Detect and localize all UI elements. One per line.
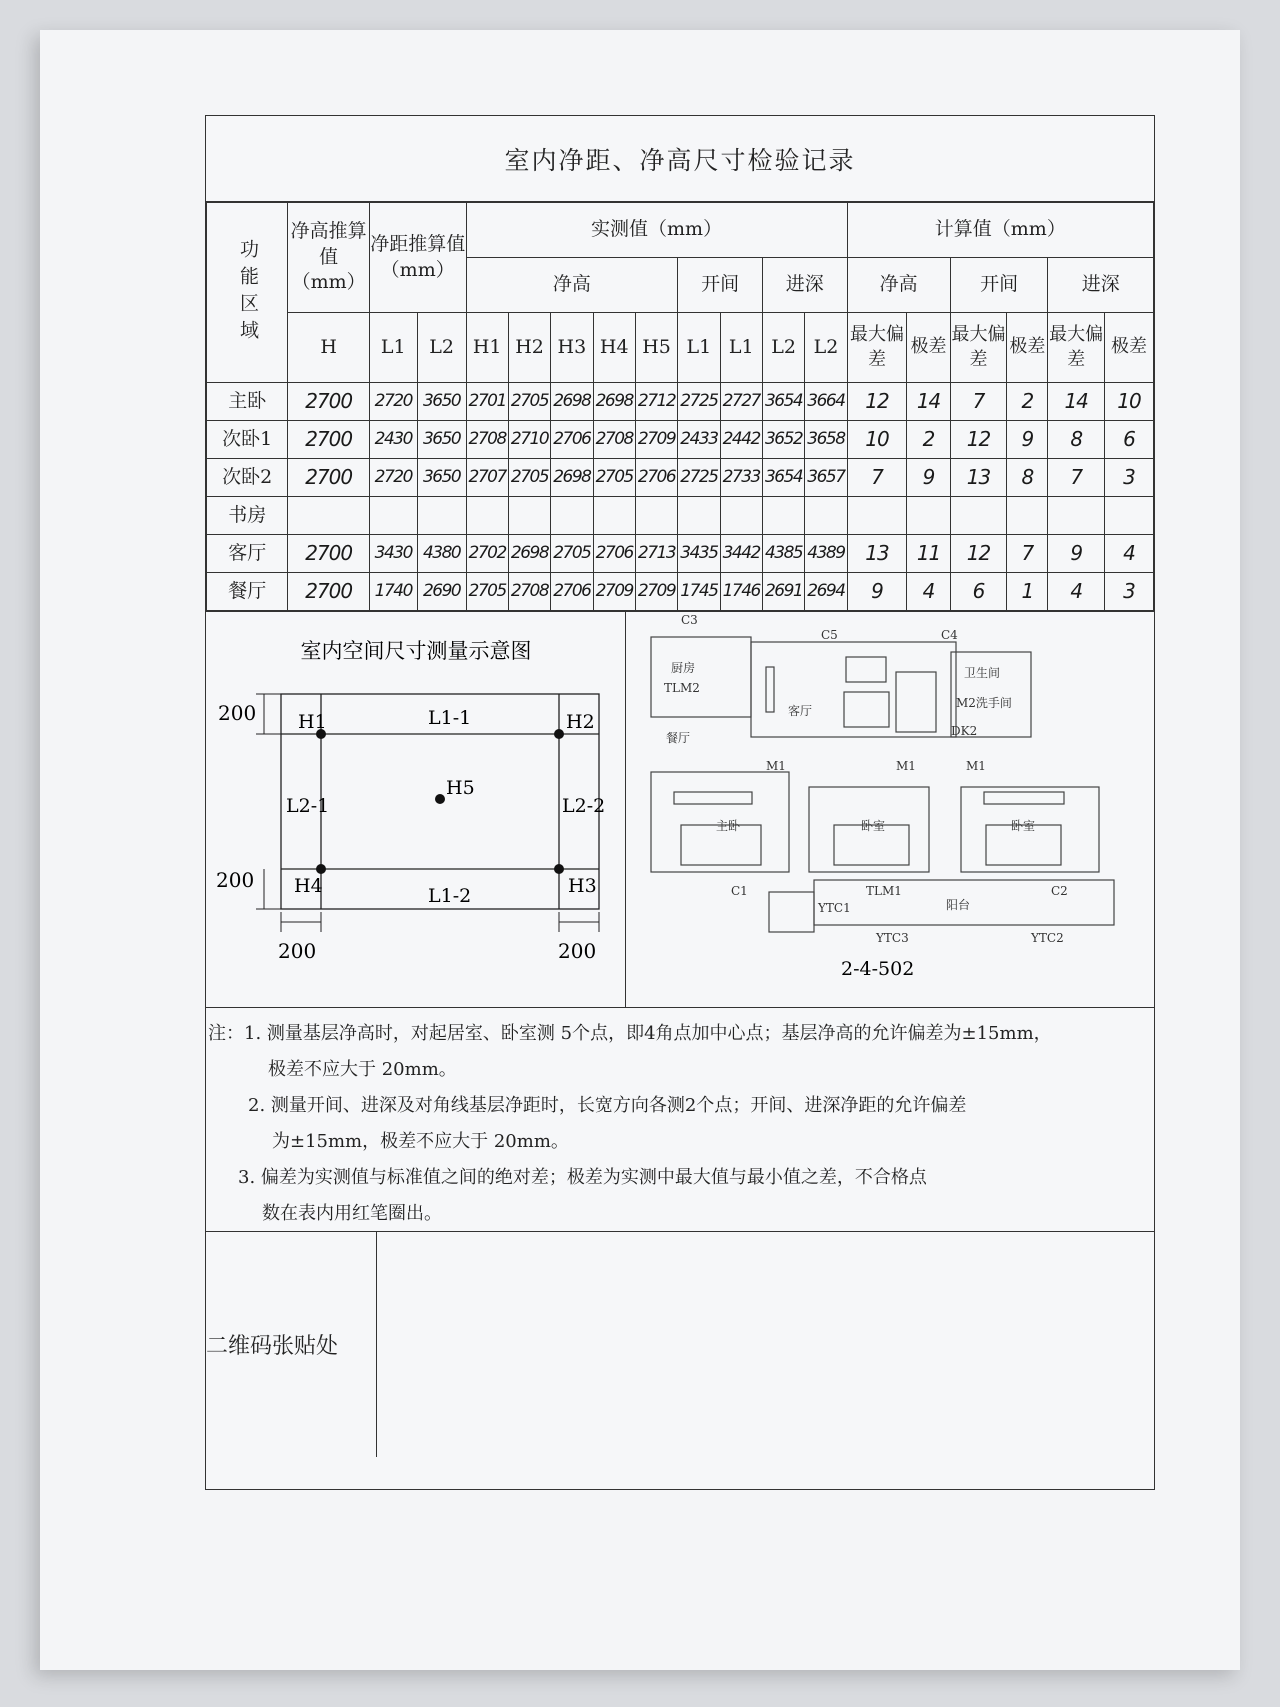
label-m1: M1 [766, 759, 786, 773]
note-1: 注：1. 测量基层净高时，对起居室、卧室测 5个点，即4角点加中心点；基层净高的允许偏差为±15mm， [208, 1023, 1052, 1044]
value-cell: 2698 [508, 535, 550, 573]
label-c2: C2 [1051, 884, 1068, 898]
value-cell: 2725 [678, 383, 720, 421]
header-depth: 进深 [762, 258, 847, 313]
label-c5: C5 [821, 628, 838, 642]
value-cell: 2708 [508, 573, 550, 611]
sofa [846, 657, 886, 682]
label-l2-1: L2-1 [286, 795, 330, 817]
value-cell: 7 [1048, 459, 1104, 497]
inspection-form [205, 115, 1155, 1490]
note-2-cont: 为±15mm，极差不应大于 20mm。 [272, 1131, 569, 1152]
value-cell [551, 497, 593, 535]
value-cell [805, 497, 847, 535]
value-cell: 2709 [635, 421, 677, 459]
header-calc-depth: 进深 [1048, 258, 1154, 313]
label-tlm1: TLM1 [866, 884, 902, 898]
note-3: 3. 偏差为实测值与标准值之间的绝对差；极差为实测中最大值与最小值之差，不合格点 [238, 1167, 927, 1188]
value-cell [369, 497, 417, 535]
value-cell: 2690 [417, 573, 466, 611]
value-cell: 8 [1007, 459, 1048, 497]
value-cell: 2725 [678, 459, 720, 497]
note-1-cont: 极差不应大于 20mm。 [268, 1059, 457, 1080]
header-zone: 功能区域 [207, 203, 288, 383]
qr-section [206, 1232, 1154, 1457]
value-cell: 8 [1048, 421, 1104, 459]
header-bay: 开间 [678, 258, 763, 313]
sub-col: H4 [593, 313, 635, 383]
label-tlm2: TLM2 [664, 681, 700, 695]
label-h1: H1 [298, 711, 327, 733]
value-cell: 2709 [635, 573, 677, 611]
value-cell: 2 [1007, 383, 1048, 421]
label-m2: M2洗手间 [956, 696, 1012, 710]
value-cell: 3650 [417, 383, 466, 421]
label-bedroom: 卧室 [861, 819, 886, 833]
value-cell [847, 497, 907, 535]
value-cell: 3442 [720, 535, 762, 573]
range-header: 极差 [907, 313, 950, 383]
value-cell: 9 [1048, 535, 1104, 573]
value-cell: 2727 [720, 383, 762, 421]
value-cell: 2706 [551, 421, 593, 459]
value-cell: 3652 [762, 421, 804, 459]
value-cell: 1740 [369, 573, 417, 611]
value-cell: 2709 [593, 573, 635, 611]
label-l1-1: L1-1 [428, 707, 472, 729]
value-cell: 9 [847, 573, 907, 611]
diagram-svg [206, 612, 624, 1005]
value-cell: 1745 [678, 573, 720, 611]
range-header: 极差 [1007, 313, 1048, 383]
max-dev-header: 最大偏差 [950, 313, 1006, 383]
value-cell: 4380 [417, 535, 466, 573]
value-cell: 12 [847, 383, 907, 421]
sub-col: H3 [551, 313, 593, 383]
point-h3 [554, 864, 564, 874]
range-header: 极差 [1104, 313, 1153, 383]
value-cell: 2700 [288, 459, 369, 497]
value-cell: 2700 [288, 383, 369, 421]
dim-label-left: 200 [278, 939, 317, 963]
value-cell: 2705 [466, 573, 508, 611]
value-cell: 3650 [417, 459, 466, 497]
value-cell: 3650 [417, 421, 466, 459]
zone-cell: 主卧 [207, 383, 288, 421]
label-bedroom: 卧室 [1011, 819, 1036, 833]
value-cell: 2691 [762, 573, 804, 611]
dim-label-right: 200 [558, 939, 597, 963]
header-calc-net-height: 净高 [847, 258, 950, 313]
value-cell: 13 [847, 535, 907, 573]
value-cell [720, 497, 762, 535]
value-cell: 7 [950, 383, 1006, 421]
tv-cabinet [766, 667, 774, 712]
table [844, 692, 889, 727]
table-row [207, 573, 1154, 611]
zone-cell: 餐厅 [207, 573, 288, 611]
label-dining: 餐厅 [666, 731, 691, 745]
value-cell: 2701 [466, 383, 508, 421]
value-cell: 3654 [762, 459, 804, 497]
max-dev-header: 最大偏差 [847, 313, 907, 383]
notes-section [206, 1008, 1154, 1232]
value-cell: 6 [950, 573, 1006, 611]
sub-col: L2 [762, 313, 804, 383]
value-cell: 2700 [288, 573, 369, 611]
table-row [207, 535, 1154, 573]
label-l1-2: L1-2 [428, 885, 472, 907]
wardrobe [984, 792, 1064, 804]
label-bathroom: 卫生间 [964, 666, 1001, 680]
value-cell: 2 [907, 421, 950, 459]
value-cell: 4 [1048, 573, 1104, 611]
value-cell: 14 [907, 383, 950, 421]
value-cell: 4389 [805, 535, 847, 573]
unit-number: 2-4-502 [841, 958, 915, 980]
data-rows [207, 383, 1154, 611]
value-cell: 2698 [551, 383, 593, 421]
value-cell: 2708 [466, 421, 508, 459]
diagram-title: 室内空间尺寸测量示意图 [300, 639, 532, 663]
value-cell: 10 [1104, 383, 1153, 421]
qr-label: 二维码张贴处 [206, 1232, 377, 1457]
dim-label-top: 200 [218, 701, 257, 725]
point-h2 [554, 729, 564, 739]
value-cell: 10 [847, 421, 907, 459]
value-cell: 3435 [678, 535, 720, 573]
value-cell: 4 [907, 573, 950, 611]
value-cell [678, 497, 720, 535]
floorplan-svg [626, 612, 1154, 1005]
value-cell: 2733 [720, 459, 762, 497]
value-cell: 2698 [551, 459, 593, 497]
value-cell [1048, 497, 1104, 535]
sub-col: H2 [508, 313, 550, 383]
value-cell: 3 [1104, 573, 1153, 611]
value-cell: 2706 [551, 573, 593, 611]
sub-col: L2 [417, 313, 466, 383]
point-h4 [316, 864, 326, 874]
value-cell: 2720 [369, 383, 417, 421]
value-cell [593, 497, 635, 535]
value-cell [1104, 497, 1153, 535]
wardrobe [674, 792, 752, 804]
value-cell [762, 497, 804, 535]
value-cell: 2708 [593, 421, 635, 459]
measurement-diagram [206, 612, 626, 1007]
label-h4: H4 [294, 875, 323, 897]
label-c4: C4 [941, 628, 958, 642]
value-cell: 2706 [593, 535, 635, 573]
label-c1: C1 [731, 884, 748, 898]
value-cell: 4 [1104, 535, 1153, 573]
sub-col: H [288, 313, 369, 383]
header-net-height: 净高 [466, 258, 678, 313]
value-cell: 3664 [805, 383, 847, 421]
value-cell: 3 [1104, 459, 1153, 497]
label-h3: H3 [568, 875, 597, 897]
value-cell [288, 497, 369, 535]
value-cell: 2430 [369, 421, 417, 459]
value-cell [1007, 497, 1048, 535]
label-h2: H2 [566, 711, 595, 733]
value-cell [417, 497, 466, 535]
value-cell: 2694 [805, 573, 847, 611]
label-ytc3: YTC3 [876, 931, 909, 945]
max-dev-header: 最大偏差 [1048, 313, 1104, 383]
table-row [207, 383, 1154, 421]
value-cell: 3654 [762, 383, 804, 421]
value-cell: 2705 [551, 535, 593, 573]
label-master: 主卧 [716, 819, 741, 833]
value-cell: 3658 [805, 421, 847, 459]
value-cell: 2706 [635, 459, 677, 497]
value-cell: 2707 [466, 459, 508, 497]
label-balcony: 阳台 [946, 898, 971, 912]
value-cell: 2720 [369, 459, 417, 497]
sub-col: L2 [805, 313, 847, 383]
zone-cell: 次卧2 [207, 459, 288, 497]
note-3-cont: 数在表内用红笔圈出。 [262, 1203, 442, 1224]
value-cell: 2705 [508, 459, 550, 497]
sub-col: L1 [369, 313, 417, 383]
value-cell: 2705 [508, 383, 550, 421]
value-cell [950, 497, 1006, 535]
label-l2-2: L2-2 [562, 795, 606, 817]
header-measured: 实测值（mm） [466, 203, 847, 258]
value-cell: 1 [1007, 573, 1048, 611]
sub-col: H1 [466, 313, 508, 383]
qr-area [377, 1232, 1154, 1457]
value-cell: 4385 [762, 535, 804, 573]
table-row [207, 459, 1154, 497]
floor-plan [626, 612, 1154, 1007]
value-cell: 3430 [369, 535, 417, 573]
value-cell: 2713 [635, 535, 677, 573]
value-cell: 14 [1048, 383, 1104, 421]
middle-section [206, 611, 1154, 1008]
header-calc-bay: 开间 [950, 258, 1048, 313]
label-dk2: DK2 [951, 724, 978, 738]
label-c3: C3 [681, 613, 698, 627]
value-cell: 2433 [678, 421, 720, 459]
value-cell: 1746 [720, 573, 762, 611]
value-cell [635, 497, 677, 535]
zone-cell: 客厅 [207, 535, 288, 573]
value-cell: 9 [1007, 421, 1048, 459]
value-cell: 12 [950, 421, 1006, 459]
value-cell: 2710 [508, 421, 550, 459]
value-cell: 7 [1007, 535, 1048, 573]
table-row [207, 421, 1154, 459]
sub-col: H5 [635, 313, 677, 383]
value-cell [466, 497, 508, 535]
value-cell: 6 [1104, 421, 1153, 459]
sub-col: L1 [678, 313, 720, 383]
header-h-calc: 净高推算值（mm） [288, 203, 369, 313]
dim-label-bottom: 200 [216, 868, 255, 892]
value-cell: 2712 [635, 383, 677, 421]
label-kitchen: 厨房 [671, 661, 696, 675]
value-cell: 9 [907, 459, 950, 497]
value-cell: 7 [847, 459, 907, 497]
label-living: 客厅 [788, 704, 813, 718]
kitchen-room [651, 637, 751, 717]
sofa [896, 672, 936, 732]
header-computed: 计算值（mm） [847, 203, 1153, 258]
form-title: 室内净距、净高尺寸检验记录 [206, 116, 1154, 202]
value-cell: 2700 [288, 535, 369, 573]
record-table [206, 202, 1154, 611]
living-room [751, 642, 956, 737]
value-cell: 13 [950, 459, 1006, 497]
value-cell: 3657 [805, 459, 847, 497]
label-m1: M1 [966, 759, 986, 773]
label-ytc2: YTC2 [1031, 931, 1064, 945]
value-cell: 12 [950, 535, 1006, 573]
value-cell: 2442 [720, 421, 762, 459]
value-cell: 2698 [593, 383, 635, 421]
label-m1: M1 [896, 759, 916, 773]
point-h5 [435, 794, 445, 804]
label-ytc1: YTC1 [818, 901, 851, 915]
balcony-stair [769, 892, 814, 932]
value-cell: 2705 [593, 459, 635, 497]
note-2: 2. 测量开间、进深及对角线基层净距时，长宽方向各测2个点；开间、进深净距的允许偏差 [248, 1095, 967, 1116]
header-l-calc: 净距推算值（mm） [369, 203, 466, 313]
value-cell: 2702 [466, 535, 508, 573]
value-cell: 11 [907, 535, 950, 573]
zone-cell: 次卧1 [207, 421, 288, 459]
value-cell [508, 497, 550, 535]
zone-cell: 书房 [207, 497, 288, 535]
value-cell: 2700 [288, 421, 369, 459]
sub-col: L1 [720, 313, 762, 383]
table-row [207, 497, 1154, 535]
label-h5: H5 [446, 777, 475, 799]
value-cell [907, 497, 950, 535]
